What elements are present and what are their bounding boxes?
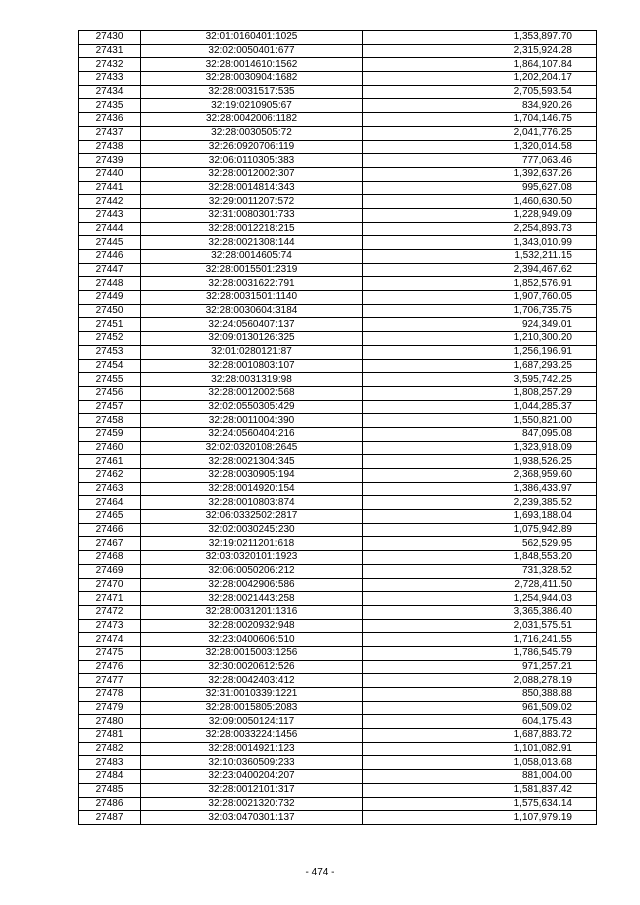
- cadastral-number-cell: 32:28:0021320:732: [141, 797, 363, 811]
- amount-cell: 1,343,010.99: [363, 236, 597, 250]
- cadastral-number-cell: 32:28:0010803:874: [141, 496, 363, 510]
- amount-cell: 1,044,285.37: [363, 400, 597, 414]
- row-id-cell: 27458: [79, 414, 141, 428]
- row-id-cell: 27432: [79, 58, 141, 72]
- amount-cell: 2,315,924.28: [363, 44, 597, 58]
- amount-cell: 2,088,278.19: [363, 674, 597, 688]
- cadastral-number-cell: 32:03:0470301:137: [141, 811, 363, 825]
- table-row: [79, 113, 597, 127]
- row-id-cell: 27470: [79, 578, 141, 592]
- amount-cell: 3,595,742.25: [363, 373, 597, 387]
- amount-cell: 2,239,385.52: [363, 496, 597, 510]
- cadastral-number-cell: 32:28:0021443:258: [141, 592, 363, 606]
- cadastral-number-cell: 32:28:0012002:307: [141, 167, 363, 181]
- cadastral-number-cell: 32:09:0130126:325: [141, 332, 363, 346]
- cadastral-number-cell: 32:28:0031622:791: [141, 277, 363, 291]
- row-id-cell: 27480: [79, 715, 141, 729]
- cadastral-number-cell: 32:28:0010803:107: [141, 359, 363, 373]
- cadastral-number-cell: 32:19:0211201:618: [141, 537, 363, 551]
- table-row: [79, 222, 597, 236]
- table-row: [79, 619, 597, 633]
- table-row: [79, 154, 597, 168]
- amount-cell: 1,386,433.97: [363, 482, 597, 496]
- row-id-cell: 27481: [79, 729, 141, 743]
- amount-cell: 1,210,300.20: [363, 332, 597, 346]
- row-id-cell: 27465: [79, 510, 141, 524]
- cadastral-number-cell: 32:28:0031517:535: [141, 85, 363, 99]
- amount-cell: 1,907,760.05: [363, 291, 597, 305]
- row-id-cell: 27455: [79, 373, 141, 387]
- amount-cell: 562,529.95: [363, 537, 597, 551]
- table-row: [79, 140, 597, 154]
- amount-cell: 2,728,411.50: [363, 578, 597, 592]
- row-id-cell: 27430: [79, 31, 141, 45]
- amount-cell: 1,575,634.14: [363, 797, 597, 811]
- amount-cell: 1,075,942.89: [363, 523, 597, 537]
- cadastral-number-cell: 32:28:0033224:1456: [141, 729, 363, 743]
- amount-cell: 1,392,637.26: [363, 167, 597, 181]
- table-row: [79, 345, 597, 359]
- cadastral-number-cell: 32:06:0332502:2817: [141, 510, 363, 524]
- table-row: [79, 742, 597, 756]
- amount-cell: 1,058,013.68: [363, 756, 597, 770]
- table-row: [79, 427, 597, 441]
- amount-cell: 1,938,526.25: [363, 455, 597, 469]
- table-row: [79, 701, 597, 715]
- cadastral-number-cell: 32:09:0050124:117: [141, 715, 363, 729]
- table-row: [79, 386, 597, 400]
- row-id-cell: 27487: [79, 811, 141, 825]
- row-id-cell: 27434: [79, 85, 141, 99]
- cadastral-number-cell: 32:01:0160401:1025: [141, 31, 363, 45]
- row-id-cell: 27445: [79, 236, 141, 250]
- table-row: [79, 537, 597, 551]
- row-id-cell: 27444: [79, 222, 141, 236]
- row-id-cell: 27459: [79, 427, 141, 441]
- table-row: [79, 605, 597, 619]
- cadastral-number-cell: 32:24:0560407:137: [141, 318, 363, 332]
- row-id-cell: 27451: [79, 318, 141, 332]
- table-row: [79, 770, 597, 784]
- cadastral-number-cell: 32:26:0920706:119: [141, 140, 363, 154]
- amount-cell: 1,786,545.79: [363, 646, 597, 660]
- row-id-cell: 27471: [79, 592, 141, 606]
- cadastral-number-cell: 32:28:0030904:1682: [141, 72, 363, 86]
- row-id-cell: 27437: [79, 126, 141, 140]
- amount-cell: 847,095.08: [363, 427, 597, 441]
- cadastral-number-cell: 32:28:0042403:412: [141, 674, 363, 688]
- amount-cell: 1,107,979.19: [363, 811, 597, 825]
- row-id-cell: 27473: [79, 619, 141, 633]
- cadastral-number-cell: 32:28:0042006:1182: [141, 113, 363, 127]
- table-row: [79, 31, 597, 45]
- cadastral-number-cell: 32:28:0021304:345: [141, 455, 363, 469]
- row-id-cell: 27452: [79, 332, 141, 346]
- amount-cell: 1,706,735.75: [363, 304, 597, 318]
- row-id-cell: 27483: [79, 756, 141, 770]
- row-id-cell: 27462: [79, 469, 141, 483]
- amount-cell: 1,687,293.25: [363, 359, 597, 373]
- amount-cell: 850,388.88: [363, 688, 597, 702]
- amount-cell: 1,460,630.50: [363, 195, 597, 209]
- row-id-cell: 27482: [79, 742, 141, 756]
- amount-cell: 1,704,146.75: [363, 113, 597, 127]
- cadastral-number-cell: 32:28:0014814:343: [141, 181, 363, 195]
- amount-cell: 1,228,949.09: [363, 208, 597, 222]
- row-id-cell: 27433: [79, 72, 141, 86]
- row-id-cell: 27461: [79, 455, 141, 469]
- cadastral-number-cell: 32:28:0020932:948: [141, 619, 363, 633]
- row-id-cell: 27449: [79, 291, 141, 305]
- amount-cell: 924,349.01: [363, 318, 597, 332]
- table-row: [79, 208, 597, 222]
- cadastral-number-cell: 32:28:0012218:215: [141, 222, 363, 236]
- row-id-cell: 27477: [79, 674, 141, 688]
- amount-cell: 961,509.02: [363, 701, 597, 715]
- row-id-cell: 27464: [79, 496, 141, 510]
- table-row: [79, 715, 597, 729]
- cadastral-number-cell: 32:01:0280121:87: [141, 345, 363, 359]
- table-row: [79, 318, 597, 332]
- amount-cell: 1,532,211.15: [363, 250, 597, 264]
- amount-cell: 971,257.21: [363, 660, 597, 674]
- row-id-cell: 27476: [79, 660, 141, 674]
- table-row: [79, 400, 597, 414]
- cadastral-number-cell: 32:31:0080301:733: [141, 208, 363, 222]
- amount-cell: 1,256,196.91: [363, 345, 597, 359]
- cadastral-number-cell: 32:28:0042906:586: [141, 578, 363, 592]
- amount-cell: 2,368,959.60: [363, 469, 597, 483]
- table-row: [79, 277, 597, 291]
- amount-cell: 731,328.52: [363, 564, 597, 578]
- row-id-cell: 27453: [79, 345, 141, 359]
- row-id-cell: 27435: [79, 99, 141, 113]
- amount-cell: 1,254,944.03: [363, 592, 597, 606]
- amount-cell: 881,004.00: [363, 770, 597, 784]
- cadastral-number-cell: 32:02:0030245:230: [141, 523, 363, 537]
- table-row: [79, 359, 597, 373]
- amount-cell: 1,320,014.58: [363, 140, 597, 154]
- table-row: [79, 674, 597, 688]
- table-row: [79, 496, 597, 510]
- amount-cell: 834,920.26: [363, 99, 597, 113]
- row-id-cell: 27478: [79, 688, 141, 702]
- cadastral-number-cell: 32:28:0031501:1140: [141, 291, 363, 305]
- row-id-cell: 27485: [79, 783, 141, 797]
- row-id-cell: 27438: [79, 140, 141, 154]
- amount-cell: 2,394,467.62: [363, 263, 597, 277]
- table-row: [79, 99, 597, 113]
- table-body: [79, 31, 597, 825]
- amount-cell: 1,101,082.91: [363, 742, 597, 756]
- amount-cell: 1,550,821.00: [363, 414, 597, 428]
- row-id-cell: 27479: [79, 701, 141, 715]
- amount-cell: 1,864,107.84: [363, 58, 597, 72]
- cadastral-number-cell: 32:02:0320108:2645: [141, 441, 363, 455]
- cadastral-number-cell: 32:28:0012101:317: [141, 783, 363, 797]
- cadastral-number-cell: 32:28:0015805:2083: [141, 701, 363, 715]
- cadastral-number-cell: 32:03:0320101:1923: [141, 551, 363, 565]
- cadastral-number-cell: 32:28:0030905:194: [141, 469, 363, 483]
- row-id-cell: 27450: [79, 304, 141, 318]
- cadastral-number-cell: 32:28:0030505:72: [141, 126, 363, 140]
- table-row: [79, 291, 597, 305]
- amount-cell: 1,687,883.72: [363, 729, 597, 743]
- table-row: [79, 72, 597, 86]
- row-id-cell: 27431: [79, 44, 141, 58]
- row-id-cell: 27475: [79, 646, 141, 660]
- cadastral-number-cell: 32:28:0015501:2319: [141, 263, 363, 277]
- amount-cell: 1,202,204.17: [363, 72, 597, 86]
- cadastral-value-table: [78, 30, 597, 825]
- amount-cell: 1,848,553.20: [363, 551, 597, 565]
- table-row: [79, 469, 597, 483]
- cadastral-number-cell: 32:28:0014605:74: [141, 250, 363, 264]
- amount-cell: 3,365,386.40: [363, 605, 597, 619]
- table-row: [79, 660, 597, 674]
- amount-cell: 1,716,241.55: [363, 633, 597, 647]
- table-row: [79, 304, 597, 318]
- table-row: [79, 688, 597, 702]
- table-row: [79, 551, 597, 565]
- page-number: - 474 -: [305, 867, 335, 878]
- cadastral-number-cell: 32:23:0400606:510: [141, 633, 363, 647]
- cadastral-number-cell: 32:24:0560404:216: [141, 427, 363, 441]
- table-row: [79, 592, 597, 606]
- row-id-cell: 27467: [79, 537, 141, 551]
- row-id-cell: 27466: [79, 523, 141, 537]
- row-id-cell: 27469: [79, 564, 141, 578]
- cadastral-number-cell: 32:23:0400204:207: [141, 770, 363, 784]
- table-row: [79, 510, 597, 524]
- table-row: [79, 414, 597, 428]
- cadastral-number-cell: 32:28:0031319:98: [141, 373, 363, 387]
- row-id-cell: 27472: [79, 605, 141, 619]
- table-row: [79, 811, 597, 825]
- row-id-cell: 27439: [79, 154, 141, 168]
- row-id-cell: 27448: [79, 277, 141, 291]
- cadastral-number-cell: 32:30:0020612:526: [141, 660, 363, 674]
- row-id-cell: 27486: [79, 797, 141, 811]
- amount-cell: 995,627.08: [363, 181, 597, 195]
- table-row: [79, 756, 597, 770]
- row-id-cell: 27454: [79, 359, 141, 373]
- cadastral-number-cell: 32:19:0210905:67: [141, 99, 363, 113]
- table-row: [79, 126, 597, 140]
- cadastral-number-cell: 32:28:0014610:1562: [141, 58, 363, 72]
- row-id-cell: 27463: [79, 482, 141, 496]
- table-row: [79, 181, 597, 195]
- table-row: [79, 263, 597, 277]
- amount-cell: 777,063.46: [363, 154, 597, 168]
- table-row: [79, 58, 597, 72]
- table-row: [79, 167, 597, 181]
- row-id-cell: 27436: [79, 113, 141, 127]
- cadastral-number-cell: 32:02:0550305:429: [141, 400, 363, 414]
- cadastral-number-cell: 32:28:0031201:1316: [141, 605, 363, 619]
- cadastral-number-cell: 32:28:0014921:123: [141, 742, 363, 756]
- row-id-cell: 27484: [79, 770, 141, 784]
- row-id-cell: 27456: [79, 386, 141, 400]
- table-row: [79, 564, 597, 578]
- amount-cell: 2,705,593.54: [363, 85, 597, 99]
- cadastral-number-cell: 32:10:0360509:233: [141, 756, 363, 770]
- row-id-cell: 27443: [79, 208, 141, 222]
- table-row: [79, 633, 597, 647]
- amount-cell: 1,581,837.42: [363, 783, 597, 797]
- amount-cell: 2,031,575.51: [363, 619, 597, 633]
- table-row: [79, 236, 597, 250]
- amount-cell: 1,693,188.04: [363, 510, 597, 524]
- row-id-cell: 27440: [79, 167, 141, 181]
- row-id-cell: 27474: [79, 633, 141, 647]
- amount-cell: 1,353,897.70: [363, 31, 597, 45]
- table-row: [79, 783, 597, 797]
- row-id-cell: 27457: [79, 400, 141, 414]
- amount-cell: 1,852,576.91: [363, 277, 597, 291]
- cadastral-number-cell: 32:28:0015003:1256: [141, 646, 363, 660]
- cadastral-number-cell: 32:28:0021308:144: [141, 236, 363, 250]
- row-id-cell: 27441: [79, 181, 141, 195]
- table-row: [79, 646, 597, 660]
- row-id-cell: 27446: [79, 250, 141, 264]
- cadastral-number-cell: 32:31:0010339:1221: [141, 688, 363, 702]
- amount-cell: 1,808,257.29: [363, 386, 597, 400]
- table-row: [79, 85, 597, 99]
- cadastral-number-cell: 32:02:0050401:677: [141, 44, 363, 58]
- table-row: [79, 441, 597, 455]
- row-id-cell: 27460: [79, 441, 141, 455]
- table-row: [79, 195, 597, 209]
- table-row: [79, 373, 597, 387]
- amount-cell: 2,254,893.73: [363, 222, 597, 236]
- table-row: [79, 332, 597, 346]
- row-id-cell: 27442: [79, 195, 141, 209]
- cadastral-number-cell: 32:28:0012002:568: [141, 386, 363, 400]
- table-row: [79, 523, 597, 537]
- table-row: [79, 729, 597, 743]
- cadastral-number-cell: 32:06:0050206:212: [141, 564, 363, 578]
- table-row: [79, 578, 597, 592]
- amount-cell: 1,323,918.09: [363, 441, 597, 455]
- cadastral-number-cell: 32:06:0110305:383: [141, 154, 363, 168]
- cadastral-number-cell: 32:28:0014920:154: [141, 482, 363, 496]
- amount-cell: 604,175.43: [363, 715, 597, 729]
- table-row: [79, 250, 597, 264]
- cadastral-number-cell: 32:28:0011004:390: [141, 414, 363, 428]
- cadastral-number-cell: 32:28:0030604:3184: [141, 304, 363, 318]
- table-row: [79, 455, 597, 469]
- table-row: [79, 44, 597, 58]
- table-row: [79, 482, 597, 496]
- row-id-cell: 27447: [79, 263, 141, 277]
- amount-cell: 2,041,776.25: [363, 126, 597, 140]
- table-row: [79, 797, 597, 811]
- row-id-cell: 27468: [79, 551, 141, 565]
- cadastral-number-cell: 32:29:0011207:572: [141, 195, 363, 209]
